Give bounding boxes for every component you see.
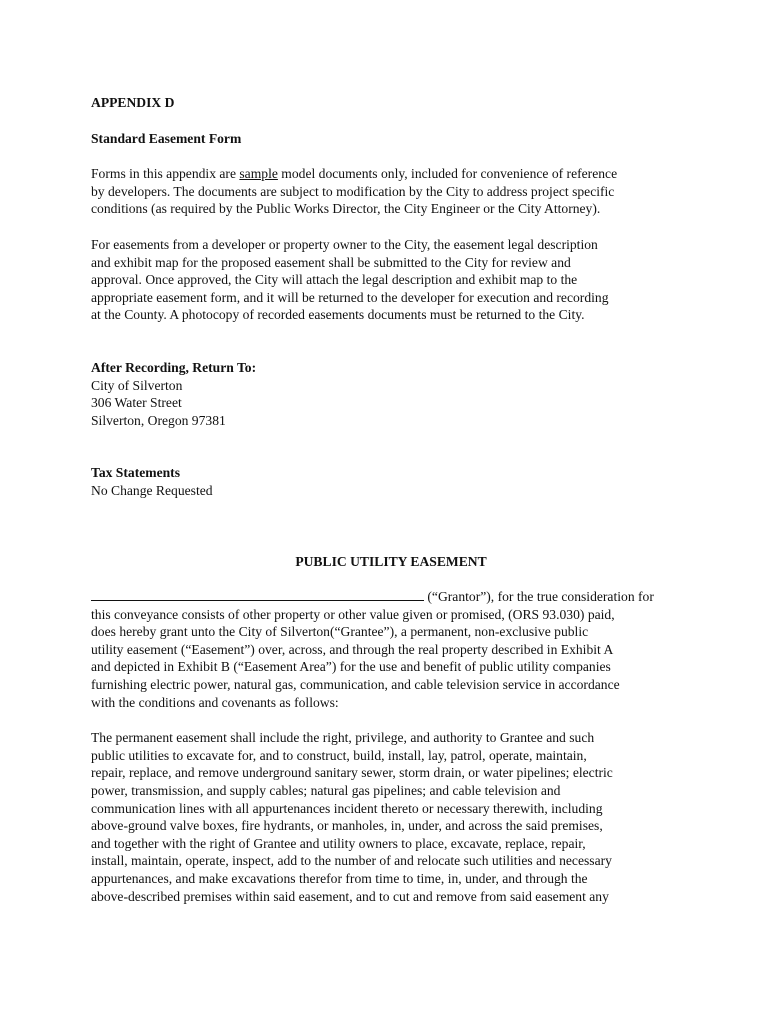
grant-line: with the conditions and covenants as follows: — [91, 694, 339, 710]
permanent-easement-paragraph — [91, 729, 691, 905]
permanent-line: above-ground valve boxes, fire hydrants, or manholes, in, under, and across the said premises, — [91, 818, 603, 834]
tax-statements-label: Tax Statements — [91, 465, 180, 481]
grantor-name-blank[interactable] — [91, 588, 424, 601]
grant-line: furnishing electric power, natural gas, communication, and cable television service in accordance — [91, 677, 620, 693]
intro-paragraph — [91, 165, 691, 218]
return-to-block — [91, 359, 691, 429]
submission-line: at the County. A photocopy of recorded easements documents must be returned to the City. — [91, 307, 585, 323]
tax-statements-value: No Change Requested — [91, 482, 213, 498]
intro-line-1: Forms in this appendix are sample model documents only, included for convenience of reference — [91, 166, 618, 182]
return-to-name: City of Silverton — [91, 377, 183, 393]
permanent-line: The permanent easement shall include the right, privilege, and authority to Grantee and such — [91, 730, 595, 746]
return-to-label: After Recording, Return To: — [91, 359, 257, 375]
grant-line-1: (“Grantor”), for the true consideration for — [91, 588, 691, 606]
grant-paragraph — [91, 588, 691, 711]
submission-line: approval. Once approved, the City will attach the legal description and exhibit map to the — [91, 272, 578, 288]
permanent-line: above-described premises within said easement, and to cut and remove from said easement any — [91, 888, 609, 904]
submission-paragraph — [91, 236, 691, 324]
permanent-line: public utilities to excavate for, and to construct, build, install, lay, patrol, operate, maintain, — [91, 747, 587, 763]
grant-line: and depicted in Exhibit B (“Easement Area”) for the use and benefit of public utility companies — [91, 659, 611, 675]
permanent-line: install, maintain, operate, inspect, add to the number of and relocate such utilities and necessary — [91, 853, 612, 869]
form-subheading: Standard Easement Form — [91, 130, 242, 146]
permanent-line: power, transmission, and supply cables; natural gas pipelines; and cable television and — [91, 783, 561, 799]
easement-title: PUBLIC UTILITY EASEMENT — [295, 553, 487, 569]
document-body — [91, 94, 691, 905]
submission-line: appropriate easement form, and it will be returned to the developer for execution and recording — [91, 289, 609, 305]
permanent-line: repair, replace, and remove underground sanitary sewer, storm drain, or water pipelines; electric — [91, 765, 613, 781]
permanent-line: and together with the right of Grantee and utility owners to place, excavate, replace, repair, — [91, 835, 586, 851]
sample-underlined-word: sample — [239, 166, 278, 182]
intro-line-2: by developers. The documents are subject to modification by the City to address project specific — [91, 183, 615, 199]
appendix-heading: APPENDIX D — [91, 95, 175, 110]
return-to-street: 306 Water Street — [91, 395, 182, 411]
grant-line: this conveyance consists of other property or other value given or promised, (ORS 93.030) paid, — [91, 606, 615, 622]
grant-line: does hereby grant unto the City of Silverton(“Grantee”), a permanent, non-exclusive public — [91, 624, 589, 640]
permanent-line: appurtenances, and make excavations therefor from time to time, in, under, and through the — [91, 871, 588, 886]
permanent-line: communication lines with all appurtenances incident thereto or necessary therewith, including — [91, 800, 603, 816]
submission-line: and exhibit map for the proposed easement shall be submitted to the City for review and — [91, 254, 571, 270]
submission-line: For easements from a developer or property owner to the City, the easement legal description — [91, 236, 598, 252]
tax-statements-block — [91, 464, 691, 499]
intro-line-3: conditions (as required by the Public Works Director, the City Engineer or the City Attorney). — [91, 201, 601, 217]
return-to-city: Silverton, Oregon 97381 — [91, 412, 226, 428]
grant-line: utility easement (“Easement”) over, across, and through the real property described in Exhibit A — [91, 641, 614, 657]
